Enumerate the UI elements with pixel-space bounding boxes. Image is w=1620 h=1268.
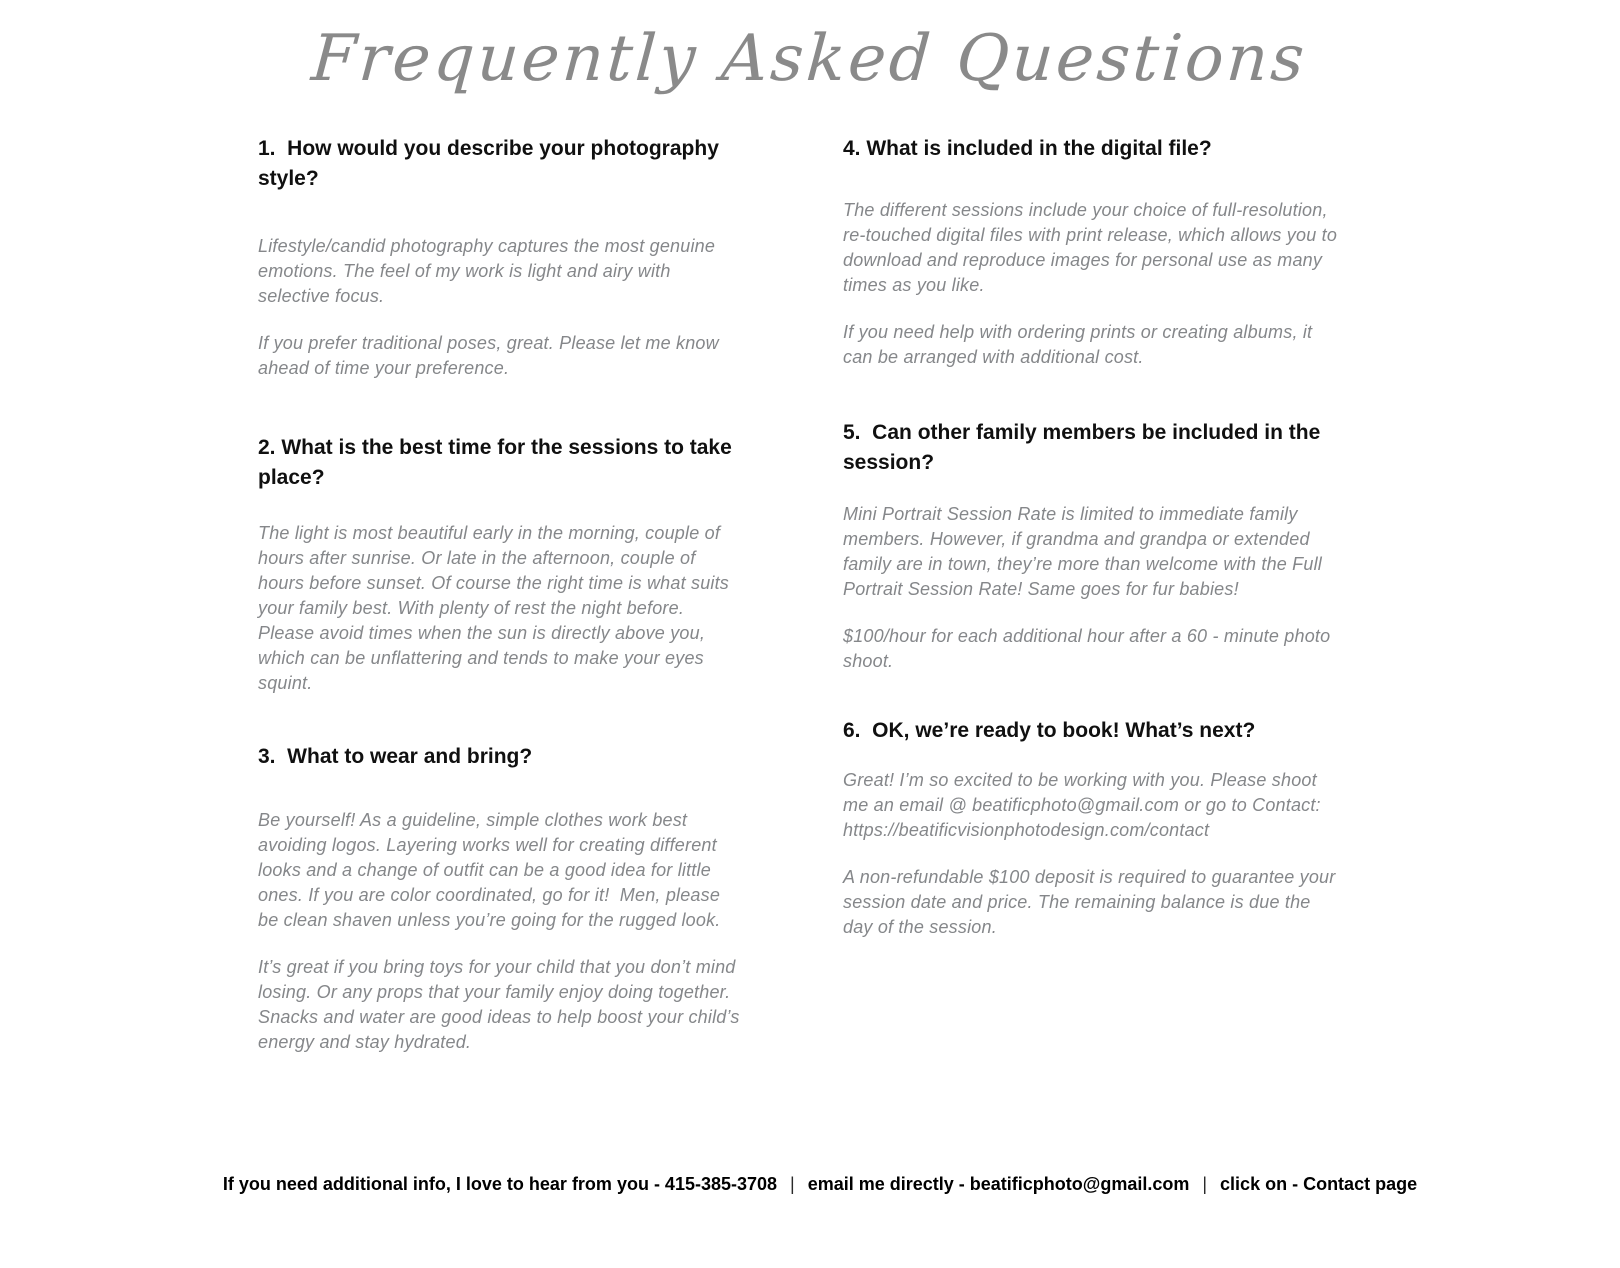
page-title: Frequently Asked Questions xyxy=(309,22,1310,96)
faq-item xyxy=(258,134,740,381)
faq-answer: A non-refundable $100 deposit is required to guarantee your session date and price. The remaining balance is due the day of the session. xyxy=(843,867,1341,937)
faq-answer: Mini Portrait Session Rate is limited to immediate family members. However, if grandma and grandpa or extended family are in town, they’re more than welcome with the Full Portrait Session Rate! Same goes for fur babies! xyxy=(843,504,1328,599)
faq-item xyxy=(843,134,1343,370)
faq-column-right xyxy=(843,134,1343,1055)
faq-answer: Be yourself! As a guideline, simple clothes work best avoiding logos. Layering works well for creating different looks and a change of outfit can be a good idea for little ones. If you are color coordinated, go for it! Men, please be clean shaven unless you’re going for the rugged look. xyxy=(258,810,726,930)
faq-answer: The light is most beautiful early in the morning, couple of hours after sunrise. Or late in the afternoon, couple of hours before sunset. Of course the right time is what suits your family best. With plenty of rest the night before. Please avoid times when the sun is directly above you, which can be unflattering and tends to make your eyes squint. xyxy=(258,523,735,693)
footer-contact-link: click on - Contact page xyxy=(1220,1174,1418,1194)
footer-separator: | xyxy=(1202,1174,1208,1194)
faq-answer: The different sessions include your choice of full-resolution, re-touched digital files with print release, which allows you to download and reproduce images for personal use as many times as you like. xyxy=(843,200,1343,295)
faq-item xyxy=(843,418,1338,674)
footer-email-info: email me directly - beatificphoto@gmail.com xyxy=(807,1174,1190,1194)
faq-question-1: 1. How would you describe your photography style? xyxy=(258,137,725,190)
faq-question-3: 3. What to wear and bring? xyxy=(258,745,533,768)
faq-answer: It’s great if you bring toys for your child that you don’t mind losing. Or any props that your family enjoy doing together. Snacks and water are good ideas to help boost your child’s energy and stay hydrated. xyxy=(258,957,745,1052)
faq-question-5: 5. Can other family members be included in the session? xyxy=(843,421,1327,474)
faq-answer: $100/hour for each additional hour after a 60 - minute photo shoot. xyxy=(843,626,1336,671)
faq-column-left xyxy=(258,134,745,1055)
faq-answer: If you need help with ordering prints or creating albums, it can be arranged with additional cost. xyxy=(843,322,1318,367)
faq-item xyxy=(258,742,745,1055)
faq-question-2: 2. What is the best time for the sessions to take place? xyxy=(258,436,738,489)
faq-item xyxy=(843,716,1341,940)
footer-phone-info: If you need additional info, I love to hear from you - 415-385-3708 xyxy=(222,1174,778,1194)
faq-answer: Lifestyle/candid photography captures the most genuine emotions. The feel of my work is light and airy with selective focus. xyxy=(258,236,721,306)
faq-answer: Great! I’m so excited to be working with you. Please shoot me an email @ beatificphoto@gmail.com or go to Contact: https://beatificvisionphotodesign.com/contact xyxy=(843,770,1326,840)
faq-question-6: 6. OK, we’re ready to book! What’s next? xyxy=(843,719,1256,742)
faq-columns xyxy=(0,134,1620,1055)
faq-question-4: 4. What is included in the digital file? xyxy=(843,137,1212,160)
faq-answer: If you prefer traditional poses, great. Please let me know ahead of time your preference. xyxy=(258,333,725,378)
footer-contact-bar xyxy=(0,1148,1620,1220)
faq-item xyxy=(258,433,740,696)
footer-separator: | xyxy=(790,1174,795,1194)
